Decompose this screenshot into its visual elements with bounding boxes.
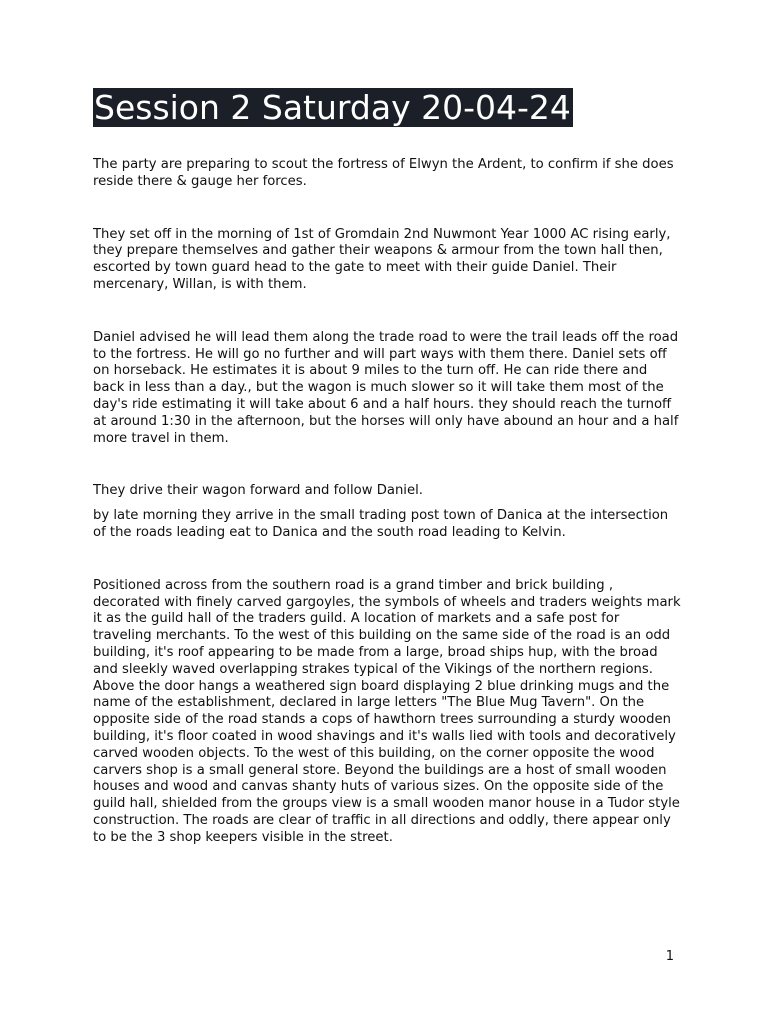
paragraph-town-description: Positioned across from the southern road is a grand timber and brick building , decorated with finely carved gargoyles, the symbols of wheels and traders weights mark it as the guild hall of the traders guild. A location of markets and a safe post for traveling merchants. To the west of this building on the same side of the road is an odd building, it's roof appearing to be made from a large, broad ships hup, with the broad and sleekly waved overlapping strakes typical of the Vikings of the northern regions. Above the door hangs a weathered sign board displaying 2 blue drinking mugs and the name of the establishment, declared in large letters "The Blue Mug Tavern". On the opposite side of the road stands a cops of hawthorn trees surrounding a sturdy wooden building, it's floor coated in wood shavings and it's walls lied with tools and decoratively carved wooden objects. To the west of this building, on the corner opposite the wood carvers shop is a small general store. Beyond the buildings are a host of small wooden houses and wood and canvas shanty huts of various sizes. On the opposite side of the guild hall, shielded from the groups view is a small wooden manor house in a Tudor style construction. The roads are clear of traffic in all directions and oddly, there appear only to be the 3 shop keepers visible in the street. (93, 577, 681, 845)
paragraph-follow-daniel: They drive their wagon forward and follow Daniel. (93, 483, 423, 499)
paragraph-daniel-advice: Daniel advised he will lead them along the trade road to were the trail leads off the road to the fortress. He will go no further and will part ways with them there. Daniel sets off on horseback. He estimates it is about 9 miles to the turn off. He can ride there and back in less than a day., but the wagon is much slower so it will take them most of the day's ride estimating it will take about 6 and a half hours. they should reach the turnoff at around 1:30 in the afternoon, but the horses will only have abound an hour and a half more travel in them. (93, 329, 679, 446)
document-body (93, 157, 681, 847)
page-number: 1 (665, 949, 674, 964)
document-title: Session 2 Saturday 20-04-24 (94, 88, 571, 127)
paragraph-mission: The party are preparing to scout the fortress of Elwyn the Ardent, to confirm if she does reside there & gauge her forces. (93, 157, 674, 189)
paragraph-departure: They set off in the morning of 1st of Gromdain 2nd Nuwmont Year 1000 AC rising early, they prepare themselves and gather their weapons & armour from the town hall then, escorted by town guard head to the gate to meet with their guide Daniel. Their mercenary, Willan, is with them. (93, 226, 671, 292)
paragraph-arrive-danica: by late morning they arrive in the small trading post town of Danica at the intersection of the roads leading eat to Danica and the south road leading to Kelvin. (93, 508, 669, 540)
